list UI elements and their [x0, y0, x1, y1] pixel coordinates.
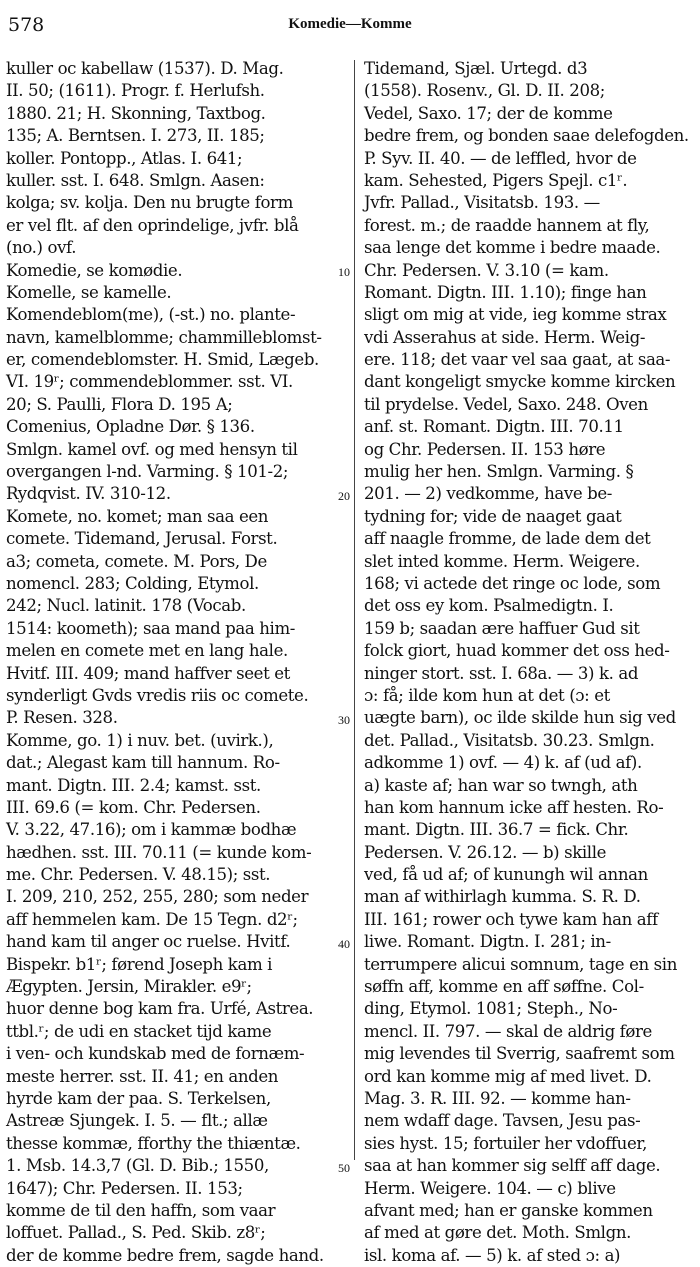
text-line: liwe. Romant. Digtn. I. 281; in-	[364, 932, 611, 952]
text-line: og Chr. Pedersen. II. 153 høre	[364, 439, 606, 459]
text-line: 1514: koometh); saa mand paa him-	[6, 618, 295, 638]
text-line: kam. Sehested, Pigers Spejl. c1ʳ.	[364, 170, 628, 190]
text-line: Jvfr. Pallad., Visitatsb. 193. —	[364, 193, 600, 213]
text-line: vdi Asserahus at side. Herm. Weig-	[364, 327, 646, 347]
text-line: hyrde kam der paa. S. Terkelsen,	[6, 1088, 271, 1108]
text-line: dant kongeligt smycke komme kircken	[364, 372, 676, 392]
text-line: mant. Digtn. III. 36.7 = fick. Chr.	[364, 820, 629, 840]
text-line: tydning for; vide de naaget gaat	[364, 506, 622, 526]
text-line: kolga; sv. kolja. Den nu brugte form	[6, 193, 293, 213]
column-divider	[354, 60, 355, 1160]
text-line: Pedersen. V. 26.12. — b) skille	[364, 842, 607, 862]
line-number: 20	[338, 488, 350, 503]
text-line: det oss ey kom. Psalmedigtn. I.	[364, 596, 614, 616]
text-line: Tidemand, Sjæl. Urtegd. d3	[364, 59, 588, 78]
page-number: 578	[8, 14, 45, 36]
text-line: uægte barn), oc ilde skilde hun sig ved	[364, 708, 676, 728]
text-line: kuller oc kabellaw (1537). D. Mag.	[6, 59, 284, 78]
text-line: til prydelse. Vedel, Saxo. 248. Oven	[364, 394, 648, 414]
text-line: V. 3.22, 47.16); om i kammæ bodhæ	[6, 820, 297, 840]
text-line: loffuet. Pallad., S. Ped. Skib. z8ʳ;	[6, 1223, 266, 1243]
text-line: dat.; Alegast kam till hannum. Ro-	[6, 753, 280, 773]
text-line: Ægypten. Jersin, Mirakler. e9ʳ;	[6, 977, 252, 997]
text-line: mulig her hen. Smlgn. Varming. §	[364, 462, 634, 482]
text-line: det. Pallad., Visitatsb. 30.23. Smlgn.	[364, 730, 655, 750]
text-line: Komendeblom(me), (-st.) no. plante-	[6, 305, 296, 325]
text-line: VI. 19ʳ; commendeblommer. sst. VI.	[6, 372, 293, 392]
text-line: II. 50; (1611). Progr. f. Herlufsh.	[6, 81, 265, 101]
text-line: Komete, no. komet; man saa een	[6, 506, 269, 526]
text-line: huor denne bog kam fra. Urfé, Astrea.	[6, 999, 314, 1019]
text-line: melen en comete met en lang hale.	[6, 641, 288, 661]
line-number: 10	[338, 264, 350, 279]
left-column	[6, 58, 340, 1267]
text-line: saa at han kommer sig selff aff dage.	[364, 1156, 661, 1176]
running-head: Komedie—Komme	[288, 16, 412, 32]
text-line: 135; A. Berntsen. I. 273, II. 185;	[6, 126, 265, 146]
text-line: III. 161; rower och tywe kam han aff	[364, 909, 658, 929]
line-number: 30	[338, 712, 350, 727]
text-line: mig levendes til Sverrig, saafremt som	[364, 1044, 675, 1064]
text-line: 168; vi actede det ringe oc lode, som	[364, 573, 661, 593]
text-line: koller. Pontopp., Atlas. I. 641;	[6, 148, 243, 168]
text-line: ere. 118; det vaar vel saa gaat, at saa-	[364, 350, 671, 370]
text-line: ord kan komme mig af med livet. D.	[364, 1066, 652, 1086]
text-line: han kom hannum icke aff hesten. Ro-	[364, 797, 664, 817]
text-line: i ven- och kundskab med de fornæm-	[6, 1044, 305, 1064]
text-line: af med at gøre det. Moth. Smlgn.	[364, 1223, 631, 1243]
text-line: er, comendeblomster. H. Smid, Lægeb.	[6, 350, 319, 370]
text-line: anf. st. Romant. Digtn. III. 70.11	[364, 417, 624, 437]
text-line: mant. Digtn. III. 2.4; kamst. sst.	[6, 775, 261, 795]
text-line: 1. Msb. 14.3,7 (Gl. D. Bib.; 1550,	[6, 1156, 269, 1176]
text-line: P. Resen. 328.	[6, 708, 118, 728]
text-line: Astreæ Sjungek. I. 5. — flt.; allæ	[6, 1111, 268, 1131]
text-line: overgangen l-nd. Varming. § 101-2;	[6, 462, 289, 482]
text-line: slet inted komme. Herm. Weigere.	[364, 551, 640, 571]
line-number: 40	[338, 936, 350, 951]
text-line: saa lenge det komme i bedre maade.	[364, 238, 661, 258]
text-line: 20; S. Paulli, Flora D. 195 A;	[6, 394, 233, 414]
text-line: Komedie, se komødie.	[6, 260, 183, 280]
text-line: ved, få ud af; of kunungh wil annan	[364, 865, 648, 885]
text-line: nomencl. 283; Colding, Etymol.	[6, 573, 259, 593]
text-line: isl. koma af. — 5) k. af sted ɔ: a)	[364, 1245, 621, 1265]
text-line: ttbl.ʳ; de udi en stacket tijd kame	[6, 1021, 272, 1041]
text-line: Bispekr. b1ʳ; førend Joseph kam i	[6, 954, 273, 974]
text-line: nem wdaff dage. Tavsen, Jesu pas-	[364, 1111, 641, 1131]
text-line: 1647); Chr. Pedersen. II. 153;	[6, 1178, 243, 1198]
text-line: Komme, go. 1) i nuv. bet. (uvirk.),	[6, 730, 274, 750]
text-line: forest. m.; de raadde hannem at fly,	[364, 215, 650, 235]
text-line: (1558). Rosenv., Gl. D. II. 208;	[364, 81, 605, 101]
text-line: I. 209, 210, 252, 255, 280; som neder	[6, 887, 309, 907]
text-line: ding, Etymol. 1081; Steph., No-	[364, 999, 618, 1019]
text-line: 242; Nucl. latinit. 178 (Vocab.	[6, 596, 246, 616]
page-header	[0, 0, 700, 40]
text-line: hand kam til anger oc ruelse. Hvitf.	[6, 932, 291, 952]
text-line: aff naagle fromme, de lade dem det	[364, 529, 651, 549]
text-line: Comenius, Opladne Dør. § 136.	[6, 417, 255, 437]
text-line: a) kaste af; han war so twngh, ath	[364, 775, 638, 795]
text-line: aff hemmelen kam. De 15 Tegn. d2ʳ;	[6, 909, 298, 929]
text-line: søffn aff, komme en aff søffne. Col-	[364, 977, 644, 997]
text-line: a3; cometa, comete. M. Pors, De	[6, 551, 267, 571]
text-line: (no.) ovf.	[6, 238, 77, 258]
text-line: Rydqvist. IV. 310-12.	[6, 484, 171, 504]
text-line: mencl. II. 797. — skal de aldrig føre	[364, 1021, 652, 1041]
text-line: hædhen. sst. III. 70.11 (= kunde kom-	[6, 842, 312, 862]
text-line: ninger stort. sst. I. 68a. — 3) k. ad	[364, 663, 639, 683]
text-line: sies hyst. 15; fortuiler her vdoffuer,	[364, 1133, 647, 1153]
text-line: P. Syv. II. 40. — de leffled, hvor de	[364, 148, 637, 168]
text-line: comete. Tidemand, Jerusal. Forst.	[6, 529, 278, 549]
text-line: der de komme bedre frem, sagde hand.	[6, 1245, 324, 1265]
text-line: 1880. 21; H. Skonning, Taxtbog.	[6, 103, 266, 123]
text-line: Romant. Digtn. III. 1.10); finge han	[364, 282, 647, 302]
text-line: navn, kamelblomme; chammilleblomst-	[6, 327, 322, 347]
text-line: afvant med; han er ganske kommen	[364, 1200, 653, 1220]
text-line: adkomme 1) ovf. — 4) k. af (ud af).	[364, 753, 642, 773]
text-line: Chr. Pedersen. V. 3.10 (= kam.	[364, 260, 609, 280]
text-line: 201. — 2) vedkomme, have be-	[364, 484, 612, 504]
text-line: ɔ: få; ilde kom hun at det (ɔ: et	[364, 685, 610, 705]
text-line: sligt om mig at vide, ieg komme strax	[364, 305, 667, 325]
line-number: 50	[338, 1160, 350, 1175]
text-line: terrumpere alicui somnum, tage en sin	[364, 954, 677, 974]
text-line: folck giort, huad kommer det oss hed-	[364, 641, 670, 661]
text-line: man af withirlagh kumma. S. R. D.	[364, 887, 641, 907]
text-line: Hvitf. III. 409; mand haffver seet et	[6, 663, 290, 683]
text-line: synderligt Gvds vredis riis oc comete.	[6, 685, 309, 705]
text-line: III. 69.6 (= kom. Chr. Pedersen.	[6, 797, 261, 817]
text-line: thesse kommæ, fforthy the thiæntæ.	[6, 1133, 301, 1153]
text-line: er vel flt. af den oprindelige, jvfr. blå	[6, 215, 299, 235]
text-line: komme de til den haffn, som vaar	[6, 1200, 276, 1220]
text-line: Smlgn. kamel ovf. og med hensyn til	[6, 439, 298, 459]
text-line: me. Chr. Pedersen. V. 48.15); sst.	[6, 865, 271, 885]
text-line: 159 b; saadan ære haffuer Gud sit	[364, 618, 640, 638]
text-line: Komelle, se kamelle.	[6, 282, 172, 302]
text-line: kuller. sst. I. 648. Smlgn. Aasen:	[6, 170, 265, 190]
text-line: meste herrer. sst. II. 41; en anden	[6, 1066, 279, 1086]
text-line: bedre frem, og bonden saae delefogden.	[364, 126, 689, 146]
text-line: Vedel, Saxo. 17; der de komme	[364, 103, 613, 123]
text-line: Herm. Weigere. 104. — c) blive	[364, 1178, 616, 1198]
right-column	[364, 58, 698, 1267]
text-line: Mag. 3. R. III. 92. — komme han-	[364, 1088, 631, 1108]
